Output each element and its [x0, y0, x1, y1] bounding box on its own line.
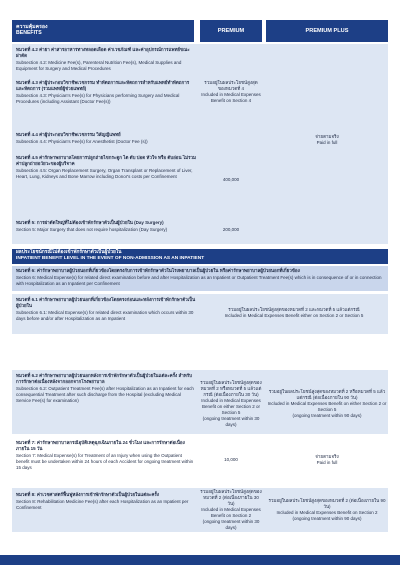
row-subsection-6-1	[16, 297, 196, 323]
sec7-premium-value: 10,000	[224, 456, 238, 462]
sec8-premium-th: รวมอยู่ในผลประโยชน์สูงสุดของหมวดที่ 2 (ต่อเนื่องภายใน 30 วัน)	[200, 488, 262, 506]
sec5-th: หมวดที่ 5: การผ่าตัดใหญ่ที่ไม่ต้องเข้าพักรักษาตัวเป็นผู้ป่วยใน (Day Surgery)	[16, 220, 164, 225]
sub4x-premium-value	[200, 62, 262, 122]
outpatient-title-en: INPATIENT BENEFIT LEVEL IN THE EVENT OF NON-ADMISSION AS AN INPATIENT	[16, 255, 205, 261]
sec5-en: Section 5: Major Surgery that does not require hospitalization (Day Surgery)	[16, 227, 168, 233]
sec5-premium-value: 200,000	[222, 226, 240, 232]
sec7-plus-value	[266, 450, 388, 470]
header-premium: PREMIUM	[200, 20, 262, 42]
row-subsection-4-4	[16, 132, 196, 146]
row-section-6	[16, 268, 386, 288]
sub61-value-th: รวมอยู่ในผลประโยชน์สูงสุดของหมวดที่ 2 และหมวดที่ 5 แล้วแต่กรณี	[228, 306, 360, 312]
row-subsection-4-3	[16, 80, 196, 106]
row-subsection-4-2	[16, 47, 196, 73]
sub61-value-en: Included in Medical Expenses Benefit either on Section 2 or Section 5	[224, 313, 364, 318]
sub44-th: หมวดที่ 4.4 ค่าผู้ประกอบวิชาชีพเวชกรรม วิสัญญีแพทย์	[16, 132, 121, 137]
inpatient-plus-value	[266, 125, 388, 155]
sec8-plus-note: (ongoing treatment within 90 days)	[292, 516, 362, 522]
footer-band	[0, 555, 400, 565]
sec8-th: หมวดที่ 8: ค่าเวชศาสตร์ฟื้นฟูหลังการเข้าพักรักษาตัวเป็นผู้ป่วยในแต่ละครั้ง	[16, 492, 159, 497]
outpatient-section-title	[12, 249, 388, 264]
sub62-th: หมวดที่ 6.2 ค่ารักษาพยาบาลผู้ป่วยนอกหลังการเข้าพักรักษาตัวเป็นผู้ป่วยในแต่ละครั้ง สำหรับการรักษาต่อเนื่องหลังจากออกจากโรงพยาบาล	[16, 373, 192, 385]
sec8-plus-en: Included in Medical Expenses Benefit on Section 2	[276, 510, 378, 515]
sec8-plus-value	[266, 490, 388, 530]
sub62-premium-en: Included in Medical Expenses Benefit on either Section 2 or Section 5	[201, 397, 261, 416]
sec8-premium-note: (ongoing treatment within 30 days)	[202, 519, 260, 531]
plus-value-en: Paid in full	[316, 140, 338, 145]
row-section-7	[16, 440, 196, 472]
outpatient-title-th: ผลประโยชน์กรณีไม่ต้องเข้าพักรักษาตัวเป็นผู้ป่วยใน	[16, 250, 122, 255]
sub62-premium-th: รวมอยู่ในผลประโยชน์สูงสุดของหมวดที่ 2 หรือหมวดที่ 5 แล้วแต่กรณี (ต่อเนื่องภายใน 30 วัน)	[200, 379, 262, 397]
sub61-th: หมวดที่ 6.1 ค่ารักษาพยาบาลผู้ป่วยนอกที่เกี่ยวข้องโดยตรงก่อนและหลังการเข้าพักรักษาตัวเป็นผู้ป่วยใน	[16, 297, 196, 309]
sub43-en: Subsection 4.3: Physician's Fee(s) for Physicians performing Surgery and Medical Procedures (including Assistant (Doctor Fee(s))	[16, 93, 180, 105]
sec8-plus-th: รวมอยู่ในผลประโยชน์สูงสุดของหมวดที่ 2 (ต่อเนื่องภายใน 90 วัน)	[268, 497, 386, 509]
sub45-premium-value: 400,000	[222, 176, 240, 182]
sec7-th: หมวดที่ 7: ค่ารักษาพยาบาลกรณีอุบัติเหตุฉุกเฉินภายใน 24 ชั่วโมง และการรักษาต่อเนื่องภายใน 15 วัน	[16, 440, 185, 452]
sec7-plus-en: Paid in full	[316, 460, 338, 465]
sub45-th: หมวดที่ 4.5 ค่ารักษาพยาบาลโดยการปลูกถ่ายไขกระดูก ไต ตับ ปอด หัวใจ หรือ ตับอ่อน ไม่รวมค่าปลูกถ่ายอวัยวะของผู้บริจาค	[16, 155, 196, 167]
sub62-plus-en: Included in Medical Expenses Benefit on either Section 2 or Section 5	[267, 400, 387, 413]
header-benefits-en: BENEFITS	[16, 30, 42, 37]
sub61-en: Subsection 6.1: Medical Expense(s) for related direct examination which occurs within 30 days before and/or after Hospitalization as an Inpatient	[16, 310, 194, 322]
sub62-plus-value	[266, 376, 388, 432]
sec6-th: หมวดที่ 6: ค่ารักษาพยาบาลผู้ป่วยนอกที่เกี่ยวข้องโดยตรงกับการเข้าพักรักษาตัวในโรงพยาบาลเป็นผู้ป่วยใน หรือค่ารักษาพยาบาลผู้ป่วยนอกที่เกี่ยวข้อง	[16, 268, 300, 273]
sec8-premium-value	[200, 490, 262, 530]
plus-value-th: จ่ายตามจริง	[315, 133, 339, 139]
sec7-en: Section 7: Medical Expense(s) for Treatment of an Injury when using the Outpatient benefit must be undertaken within 24 hours of each Accident for ongoing treatment within 15 days	[16, 453, 194, 471]
row-subsection-6-2	[16, 373, 196, 405]
sub62-plus-note: (ongoing treatment within 90 days)	[292, 413, 362, 419]
sub42-th: หมวดที่ 4.2 ค่ายา ค่าสารอาหารทางหลอดเลือด ค่าเวชภัณฑ์ และค่าอุปกรณ์การแพทย์ขณะผ่าตัด	[16, 47, 190, 59]
header-benefits	[12, 20, 194, 42]
header-benefits-th: ความคุ้มครอง	[16, 24, 48, 30]
sub61-value	[200, 298, 388, 328]
sub62-premium-note: (ongoing treatment within 30 days)	[202, 416, 260, 428]
row-section-8	[16, 492, 196, 512]
row-section-5	[16, 220, 196, 234]
sec7-plus-th: จ่ายตามจริง	[315, 453, 339, 459]
sub43-th: หมวดที่ 4.3 ค่าผู้ประกอบวิชาชีพเวชกรรม ทำหัตถการและหัตถการสำหรับแพทย์ทำหัตถการ และหัตถการ (รวมแพทย์ผู้ช่วยแพทย์)	[16, 80, 190, 92]
sub62-en: Subsection 6.2: Outpatient Treatment Fee(s) after Hospitalization as an Inpatient for each consequential Treatment after such discharge from the Hospital (excluding Medical Service Fee(s) for examination)	[16, 386, 194, 404]
sec6-en: Section 6: Medical Expense(s) for related direct examination before and after Hospitalization as an Inpatient or Outpatient Treatment Fee(s) which is in consequence of or in connection with Hospitalization as an Inpatient per Confinement	[16, 275, 382, 287]
sec8-en: Section 8: Rehabilitation Medicine Fee(s) after each Hospitalization as an Inpatient per Confinement	[16, 499, 189, 511]
sub45-en: Subsection 4.5: Organ Replacement Surgery, Organ Transplant or Replacement of Liver, Heart, Lung, Kidneys and Bone Marrow including Donor's costs per Confinement	[16, 168, 193, 180]
header-premium-plus: PREMIUM PLUS	[266, 20, 388, 42]
sub62-premium-value	[200, 376, 262, 432]
sub4x-value-en: Included in Medical Expenses Benefit on Section 4	[201, 92, 261, 104]
sub62-plus-th: รวมอยู่ในผลประโยชน์สูงสุดของหมวดที่ 2 หรือหมวดที่ 5 แล้วแต่กรณี (ต่อเนื่องภายใน 90 วัน)	[268, 388, 386, 400]
sec8-premium-en: Included in Medical Expenses Benefit on Section 2	[201, 506, 261, 519]
row-subsection-4-5	[16, 155, 196, 181]
sub4x-value-th: รวมอยู่ในผลประโยชน์สูงสุด ของหมวดที่ 4	[204, 79, 258, 91]
sub44-en: Subsection 4.4: Physician's Fee(s) for Anesthetist (Doctor Fee (s))	[16, 139, 148, 145]
sub42-en: Subsection 4.2: Medicine Fee(s), Parenteral Nutrition Fee(s), Medical Supplies and Equipment for Surgery and Medical Procedures	[16, 60, 182, 72]
